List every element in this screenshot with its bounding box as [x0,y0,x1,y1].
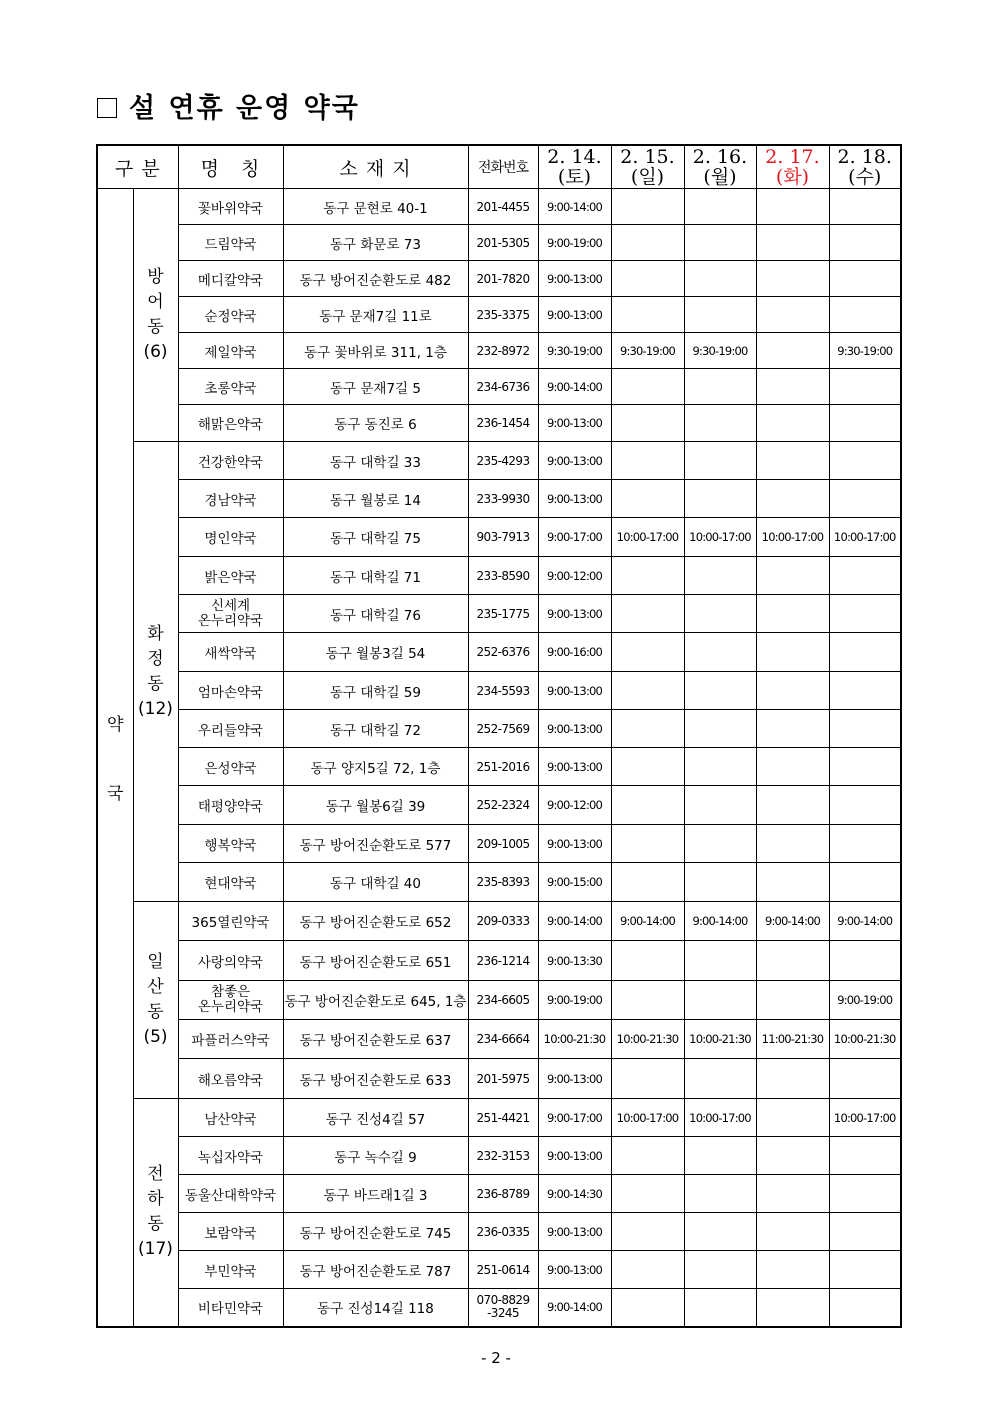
hours-cell [756,333,829,369]
hours-cell [829,1175,901,1213]
hours-cell [611,225,684,261]
pharmacy-name: 보람약국 [178,1213,283,1251]
hours-cell [756,1175,829,1213]
pharmacy-phone: 201-5305 [468,225,538,261]
pharmacy-name: 남산약국 [178,1099,283,1137]
hours-cell [684,786,756,825]
pharmacy-phone: 252-6376 [468,633,538,672]
pharmacy-address: 동구 방어진순환도로 652 [283,902,468,941]
table-row [97,825,901,863]
hours-cell [756,595,829,633]
pharmacy-phone: 201-5975 [468,1059,538,1099]
hours-cell [829,1289,901,1327]
hours-cell: 9:00-19:00 [538,981,611,1020]
hours-cell [684,261,756,297]
table-row [97,189,901,225]
table-row [97,1251,901,1289]
hours-cell [829,1213,901,1251]
dong-group-cell: 방 어 동 (6) [133,189,178,442]
table-row [97,518,901,557]
header-date-3-holiday: 2. 17. (화) [756,145,829,189]
table-row [97,405,901,442]
table-row [97,1137,901,1175]
hours-cell [829,369,901,405]
pharmacy-address: 동구 대학길 72 [283,710,468,748]
hours-cell: 9:30-19:00 [611,333,684,369]
pharmacy-address: 동구 동진로 6 [283,405,468,442]
dong-group-cell: 일 산 동 (5) [133,902,178,1099]
pharmacy-phone: 236-1454 [468,405,538,442]
table-row [97,369,901,405]
checkbox-square-icon [97,98,117,118]
hours-cell [684,189,756,225]
table-row [97,748,901,786]
pharmacy-address: 동구 대학길 59 [283,672,468,710]
hours-cell [611,369,684,405]
hours-cell [829,189,901,225]
hours-cell: 9:00-13:00 [538,480,611,518]
pharmacy-name: 해오름약국 [178,1059,283,1099]
hours-cell [611,480,684,518]
hours-cell [611,442,684,480]
hours-cell: 9:00-14:00 [538,1289,611,1327]
table-row [97,786,901,825]
pharmacy-name: 현대약국 [178,863,283,902]
hours-cell: 10:00-17:00 [684,518,756,557]
hours-cell [756,405,829,442]
hours-cell: 10:00-17:00 [684,1099,756,1137]
table-row [97,672,901,710]
hours-cell: 9:00-13:00 [538,442,611,480]
hours-cell [756,442,829,480]
hours-cell: 9:00-14:00 [756,902,829,941]
hours-cell [829,748,901,786]
pharmacy-address: 동구 녹수길 9 [283,1137,468,1175]
hours-cell [684,297,756,333]
hours-cell [611,557,684,595]
hours-cell [756,369,829,405]
hours-cell: 9:00-16:00 [538,633,611,672]
pharmacy-address: 동구 꽃바위로 311, 1층 [283,333,468,369]
hours-cell [611,1175,684,1213]
hours-cell [756,981,829,1020]
hours-cell: 10:00-21:30 [684,1020,756,1059]
hours-cell [829,710,901,748]
page-title [97,86,360,125]
pharmacy-name: 우리들약국 [178,710,283,748]
table-row [97,1289,901,1327]
hours-cell [611,748,684,786]
hours-cell [756,633,829,672]
hours-cell: 9:00-13:00 [538,748,611,786]
hours-cell: 9:00-17:00 [538,1099,611,1137]
hours-cell: 10:00-21:30 [829,1020,901,1059]
header-date-1: 2. 15. (일) [611,145,684,189]
table-row [97,333,901,369]
pharmacy-address: 동구 월봉6길 39 [283,786,468,825]
dong-group-cell: 전 하 동 (17) [133,1099,178,1327]
table-row [97,1175,901,1213]
hours-cell [611,672,684,710]
pharmacy-name: 메디칼약국 [178,261,283,297]
hours-cell [684,1289,756,1327]
hours-cell [611,786,684,825]
pharmacy-name: 밝은약국 [178,557,283,595]
pharmacy-phone: 234-5593 [468,672,538,710]
table-row [97,225,901,261]
hours-cell [829,1251,901,1289]
hours-cell [829,557,901,595]
hours-cell [684,1213,756,1251]
hours-cell: 9:00-14:00 [538,189,611,225]
pharmacy-address: 동구 문현로 40-1 [283,189,468,225]
hours-cell: 9:00-13:00 [538,405,611,442]
hours-cell: 9:00-13:00 [538,672,611,710]
table-row [97,480,901,518]
hours-cell: 9:00-13:00 [538,1137,611,1175]
pharmacy-name: 참좋은 온누리약국 [178,981,283,1020]
hours-cell [756,786,829,825]
pharmacy-address: 동구 문재7길 5 [283,369,468,405]
table-row [97,261,901,297]
hours-cell [829,405,901,442]
pharmacy-name: 명인약국 [178,518,283,557]
pharmacy-phone: 233-9930 [468,480,538,518]
hours-cell [611,941,684,981]
hours-cell [684,825,756,863]
pharmacy-address: 동구 방어진순환도로 482 [283,261,468,297]
hours-cell [756,1137,829,1175]
pharmacy-name: 건강한약국 [178,442,283,480]
pharmacy-name: 태평양약국 [178,786,283,825]
hours-cell [829,786,901,825]
pharmacy-name: 초롱약국 [178,369,283,405]
hours-cell [611,1059,684,1099]
hours-cell [756,1251,829,1289]
header-category: 구 분 [97,145,178,189]
pharmacy-name: 365열린약국 [178,902,283,941]
hours-cell [756,672,829,710]
pharmacy-name: 동울산대학약국 [178,1175,283,1213]
hours-cell [684,863,756,902]
table-row [97,863,901,902]
pharmacy-name: 부민약국 [178,1251,283,1289]
hours-cell: 10:00-21:30 [538,1020,611,1059]
table-row [97,941,901,981]
hours-cell [756,261,829,297]
table-row [97,1020,901,1059]
hours-cell: 9:00-14:00 [611,902,684,941]
pharmacy-address: 동구 방어진순환도로 577 [283,825,468,863]
table-row [97,902,901,941]
pharmacy-phone: 209-1005 [468,825,538,863]
hours-cell [611,633,684,672]
pharmacy-phone: 234-6664 [468,1020,538,1059]
pharmacy-address: 동구 진성4길 57 [283,1099,468,1137]
hours-cell: 9:00-17:00 [538,518,611,557]
hours-cell: 9:00-14:30 [538,1175,611,1213]
pharmacy-phone: 235-1775 [468,595,538,633]
pharmacy-name: 신세계 온누리약국 [178,595,283,633]
pharmacy-phone: 903-7913 [468,518,538,557]
hours-cell [684,633,756,672]
pharmacy-name: 사랑의약국 [178,941,283,981]
pharmacy-phone: 235-4293 [468,442,538,480]
pharmacy-phone: 201-7820 [468,261,538,297]
hours-cell [611,710,684,748]
pharmacy-name: 녹십자약국 [178,1137,283,1175]
hours-cell [756,557,829,595]
table-row [97,1059,901,1099]
hours-cell: 9:00-13:00 [538,825,611,863]
pharmacy-name: 행복약국 [178,825,283,863]
pharmacy-name: 드림약국 [178,225,283,261]
table-row [97,297,901,333]
hours-cell: 9:00-13:00 [538,710,611,748]
pharmacy-address: 동구 대학길 71 [283,557,468,595]
pharmacy-phone: 233-8590 [468,557,538,595]
pharmacy-address: 동구 대학길 75 [283,518,468,557]
hours-cell: 9:30-19:00 [684,333,756,369]
hours-cell: 9:00-12:00 [538,786,611,825]
hours-cell [829,672,901,710]
hours-cell [756,225,829,261]
hours-cell [756,1099,829,1137]
pharmacy-address: 동구 방어진순환도로 633 [283,1059,468,1099]
hours-cell [756,1059,829,1099]
hours-cell: 9:30-19:00 [538,333,611,369]
pharmacy-address: 동구 대학길 76 [283,595,468,633]
hours-cell [756,1289,829,1327]
table-row [97,633,901,672]
hours-cell: 9:00-14:00 [684,902,756,941]
hours-cell [611,189,684,225]
hours-cell: 10:00-17:00 [829,518,901,557]
pharmacy-name: 제일약국 [178,333,283,369]
hours-cell [684,710,756,748]
hours-cell [611,1213,684,1251]
header-address: 소 재 지 [283,145,468,189]
hours-cell [829,825,901,863]
hours-cell: 9:00-13:30 [538,941,611,981]
hours-cell [611,825,684,863]
hours-cell: 9:00-13:00 [538,595,611,633]
hours-cell: 9:00-13:00 [538,261,611,297]
pharmacy-phone: 234-6736 [468,369,538,405]
pharmacy-phone: 236-8789 [468,1175,538,1213]
page-number: - 2 - [481,1349,511,1367]
title-text: 설 연휴 운영 약국 [129,93,360,124]
hours-cell [756,1213,829,1251]
pharmacy-name: 경남약국 [178,480,283,518]
table-row [97,981,901,1020]
hours-cell [756,748,829,786]
pharmacy-phone: 236-0335 [468,1213,538,1251]
hours-cell: 9:00-14:00 [538,902,611,941]
hours-cell [756,710,829,748]
hours-cell [684,1137,756,1175]
hours-cell [829,941,901,981]
pharmacy-address: 동구 방어진순환도로 637 [283,1020,468,1059]
pharmacy-phone: 251-0614 [468,1251,538,1289]
hours-cell [829,297,901,333]
hours-cell: 10:00-17:00 [756,518,829,557]
hours-cell [684,1175,756,1213]
dong-group-cell: 화 정 동 (12) [133,442,178,902]
pharmacy-address: 동구 대학길 33 [283,442,468,480]
header-phone: 전화번호 [468,145,538,189]
pharmacy-address: 동구 방어진순환도로 645, 1층 [283,981,468,1020]
hours-cell: 10:00-21:30 [611,1020,684,1059]
pharmacy-phone: 234-6605 [468,981,538,1020]
hours-cell [829,480,901,518]
hours-cell [611,405,684,442]
pharmacy-phone: 201-4455 [468,189,538,225]
hours-cell: 9:00-15:00 [538,863,611,902]
hours-cell [684,405,756,442]
pharmacy-phone: 252-7569 [468,710,538,748]
hours-cell [756,825,829,863]
pharmacy-address: 동구 월봉3길 54 [283,633,468,672]
table-row [97,557,901,595]
header-row [97,145,901,189]
hours-cell [829,633,901,672]
pharmacy-address: 동구 바드래1길 3 [283,1175,468,1213]
hours-cell: 9:30-19:00 [829,333,901,369]
hours-cell [684,1059,756,1099]
hours-cell [684,595,756,633]
hours-cell: 9:00-13:00 [538,1251,611,1289]
hours-cell [756,297,829,333]
hours-cell [829,261,901,297]
hours-cell: 11:00-21:30 [756,1020,829,1059]
pharmacy-address: 동구 진성14길 118 [283,1289,468,1327]
hours-cell [829,1137,901,1175]
hours-cell [611,297,684,333]
hours-cell [684,672,756,710]
hours-cell [611,1289,684,1327]
pharmacy-phone: 236-1214 [468,941,538,981]
pharmacy-phone: 070-8829 -3245 [468,1289,538,1327]
hours-cell [756,480,829,518]
pharmacy-address: 동구 문재7길 11로 [283,297,468,333]
pharmacy-address: 동구 방어진순환도로 651 [283,941,468,981]
table-row [97,595,901,633]
header-date-0: 2. 14. (토) [538,145,611,189]
pharmacy-address: 동구 양지5길 72, 1층 [283,748,468,786]
pharmacy-name: 해맑은약국 [178,405,283,442]
hours-cell [684,748,756,786]
header-date-4: 2. 18. (수) [829,145,901,189]
hours-cell: 10:00-17:00 [611,1099,684,1137]
hours-cell [611,261,684,297]
hours-cell [611,595,684,633]
hours-cell: 9:00-13:00 [538,297,611,333]
hours-cell [756,863,829,902]
hours-cell [829,1059,901,1099]
hours-cell [756,189,829,225]
hours-cell [684,442,756,480]
pharmacy-phone: 232-3153 [468,1137,538,1175]
category-cell: 약 국 [97,189,133,1327]
hours-cell [684,941,756,981]
hours-cell: 9:00-13:00 [538,1059,611,1099]
hours-cell [611,981,684,1020]
pharmacy-address: 동구 월봉로 14 [283,480,468,518]
hours-cell [829,863,901,902]
hours-cell [684,369,756,405]
pharmacy-address: 동구 대학길 40 [283,863,468,902]
hours-cell [829,442,901,480]
pharmacy-name: 꽃바위약국 [178,189,283,225]
hours-cell: 9:00-13:00 [538,1213,611,1251]
pharmacy-phone: 251-2016 [468,748,538,786]
pharmacy-address: 동구 방어진순환도로 745 [283,1213,468,1251]
hours-cell [611,1251,684,1289]
pharmacy-name: 파플러스약국 [178,1020,283,1059]
hours-cell: 9:00-12:00 [538,557,611,595]
hours-cell: 10:00-17:00 [829,1099,901,1137]
pharmacy-phone: 235-8393 [468,863,538,902]
pharmacy-phone: 252-2324 [468,786,538,825]
pharmacy-address: 동구 화문로 73 [283,225,468,261]
hours-cell: 9:00-14:00 [829,902,901,941]
hours-cell: 9:00-14:00 [538,369,611,405]
table-row [97,442,901,480]
hours-cell [756,941,829,981]
pharmacy-phone: 209-0333 [468,902,538,941]
hours-cell [684,1251,756,1289]
table-row [97,1099,901,1137]
hours-cell [684,981,756,1020]
header-date-2: 2. 16. (월) [684,145,756,189]
hours-cell [829,225,901,261]
pharmacy-name: 순정약국 [178,297,283,333]
hours-cell: 9:00-19:00 [538,225,611,261]
pharmacy-name: 은성약국 [178,748,283,786]
table-row [97,1213,901,1251]
table-row [97,710,901,748]
hours-cell: 9:00-19:00 [829,981,901,1020]
pharmacy-phone: 251-4421 [468,1099,538,1137]
hours-cell [829,595,901,633]
pharmacy-address: 동구 방어진순환도로 787 [283,1251,468,1289]
pharmacy-name: 엄마손약국 [178,672,283,710]
pharmacy-phone: 232-8972 [468,333,538,369]
hours-cell [684,225,756,261]
pharmacy-phone: 235-3375 [468,297,538,333]
hours-cell [684,557,756,595]
header-name: 명 칭 [178,145,283,189]
hours-cell [611,863,684,902]
pharmacy-name: 비타민약국 [178,1289,283,1327]
pharmacy-table [96,144,902,1328]
hours-cell: 10:00-17:00 [611,518,684,557]
hours-cell [611,1137,684,1175]
pharmacy-name: 새싹약국 [178,633,283,672]
hours-cell [684,480,756,518]
